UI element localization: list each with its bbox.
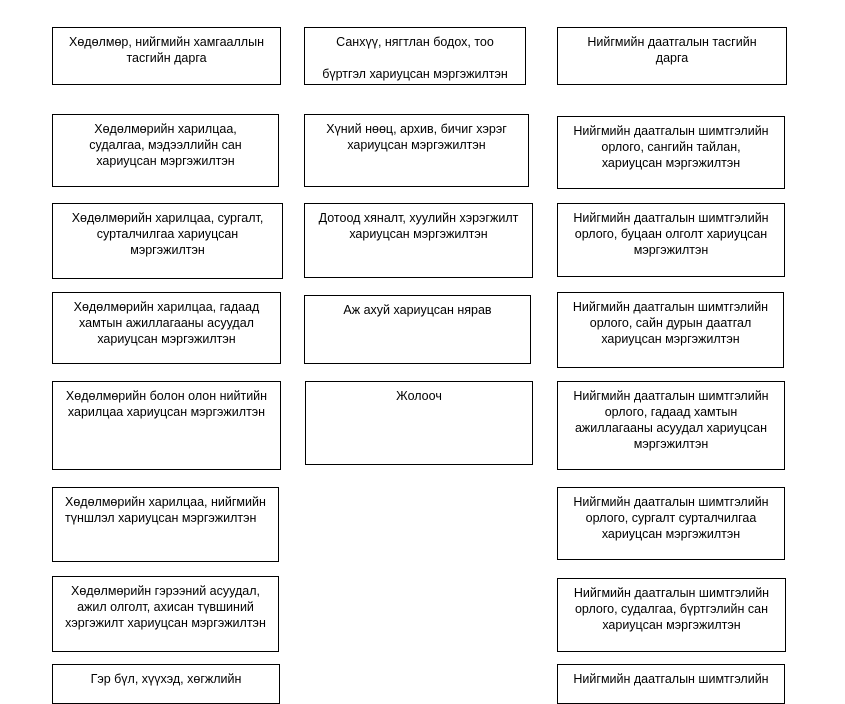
left-box-6-labor-social-partnership: Хөдөлмөрийн харилцаа, нийгмийн түншлэл хариуцсан мэргэжилтэн	[52, 487, 279, 562]
right-box-7-insurance-research-registry: Нийгмийн даатгалын шимтгэлийн орлого, судалгаа, бүртгэлийн сан хариуцсан мэргэжилтэн	[557, 578, 786, 652]
left-box-1-head-labor-social-protection: Хөдөлмөр, нийгмийн хамгааллын тасгийн дарга	[52, 27, 281, 85]
left-box-4-labor-foreign-cooperation: Хөдөлмөрийн харилцаа, гадаад хамтын ажиллагааны асуудал хариуцсан мэргэжилтэн	[52, 292, 281, 364]
middle-box-3-internal-control-legal: Дотоод хяналт, хуулийн хэрэгжилт хариуцсан мэргэжилтэн	[304, 203, 533, 278]
left-box-2-labor-research-database: Хөдөлмөрийн харилцаа, судалгаа, мэдээллийн сан хариуцсан мэргэжилтэн	[52, 114, 279, 187]
right-box-1-head-social-insurance: Нийгмийн даатгалын тасгийн дарга	[557, 27, 787, 85]
right-box-5-insurance-foreign-cooperation: Нийгмийн даатгалын шимтгэлийн орлого, гадаад хамтын ажиллагааны асуудал хариуцсан мэргэжилтэн	[557, 381, 785, 470]
middle-box-2-human-resources-archive: Хүний нөөц, архив, бичиг хэрэг хариуцсан мэргэжилтэн	[304, 114, 529, 187]
right-box-2-insurance-fund-report: Нийгмийн даатгалын шимтгэлийн орлого, сангийн тайлан, хариуцсан мэргэжилтэн	[557, 116, 785, 189]
right-box-3-insurance-refund: Нийгмийн даатгалын шимтгэлийн орлого, буцаан олголт хариуцсан мэргэжилтэн	[557, 203, 785, 277]
right-box-4-insurance-voluntary: Нийгмийн даатгалын шимтгэлийн орлого, сайн дурын даатгал хариуцсан мэргэжилтэн	[557, 292, 784, 368]
middle-box-5-driver: Жолооч	[305, 381, 533, 465]
left-box-8-family-children: Гэр бүл, хүүхэд, хөгжлийн	[52, 664, 280, 704]
middle-box-1-finance-accounting: Санхүү, нягтлан бодох, тоо бүртгэл хариуцсан мэргэжилтэн	[304, 27, 526, 85]
left-box-5-labor-public-relations: Хөдөлмөрийн болон олон нийтийн харилцаа хариуцсан мэргэжилтэн	[52, 381, 281, 470]
right-box-8-insurance-contribution: Нийгмийн даатгалын шимтгэлийн	[557, 664, 785, 704]
left-box-3-labor-training-promotion: Хөдөлмөрийн харилцаа, сургалт, сурталчилгаа хариуцсан мэргэжилтэн	[52, 203, 283, 279]
left-box-7-labor-contract-employment: Хөдөлмөрийн гэрээний асуудал, ажил олголт, ахисан түвшиний хэргэжилт хариуцсан мэргэжилтэн	[52, 576, 279, 652]
right-box-6-insurance-training-promotion: Нийгмийн даатгалын шимтгэлийн орлого, сургалт сурталчилгаа хариуцсан мэргэжилтэн	[557, 487, 785, 560]
middle-box-4-supply-storekeeper: Аж ахуй хариуцсан нярав	[304, 295, 531, 364]
